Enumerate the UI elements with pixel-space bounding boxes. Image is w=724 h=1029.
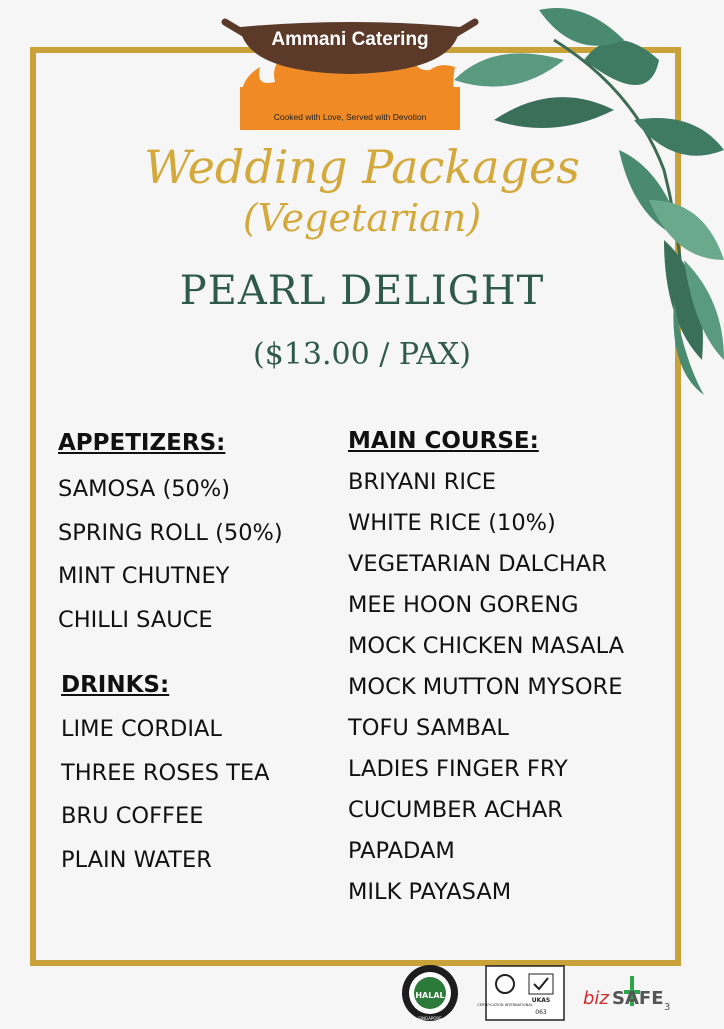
- package-name: PEARL DELIGHT: [179, 268, 545, 314]
- logo-name: Ammani Catering: [271, 29, 429, 50]
- menu-item: BRIYANI RICE: [348, 469, 496, 495]
- menu-item: BRU COFFEE: [61, 803, 204, 830]
- appetizers-section: [58, 430, 283, 650]
- page-subtitle: (Vegetarian): [242, 196, 482, 240]
- menu-item: CUCUMBER ACHAR: [348, 797, 563, 823]
- appetizers-heading: APPETIZERS:: [58, 430, 226, 456]
- bizsafe-level: 3: [664, 1002, 671, 1013]
- bizsafe-prefix: biz: [583, 988, 609, 1009]
- halal-seal-text: HALAL: [415, 991, 445, 1000]
- menu-item: MINT CHUTNEY: [58, 563, 230, 589]
- logo-tagline: Cooked with Love, Served with Devotion: [273, 112, 427, 122]
- menu-item: LADIES FINGER FRY: [348, 756, 568, 782]
- halal-seal-subtext: SINGAPORE: [418, 1016, 442, 1021]
- menu-item: CHILLI SAUCE: [58, 606, 213, 633]
- certification-badges: [400, 962, 700, 1024]
- menu-item: MOCK MUTTON MYSORE: [348, 674, 623, 700]
- menu-item: PLAIN WATER: [61, 847, 212, 874]
- ukas-text: UKAS: [531, 997, 551, 1004]
- drinks-section: [61, 672, 270, 891]
- brand-logo: [215, 12, 485, 137]
- bizsafe-main: SAFE: [612, 988, 664, 1009]
- menu-item: VEGETARIAN DALCHAR: [348, 551, 607, 577]
- main-course-section: [348, 428, 624, 920]
- bizsafe-logo-icon: [583, 976, 670, 1013]
- menu-item: SAMOSA (50%): [58, 476, 231, 502]
- ukas-code: 063: [535, 1009, 547, 1016]
- menu-item: LIME CORDIAL: [61, 716, 222, 742]
- menu-item: WHITE RICE (10%): [348, 510, 556, 536]
- menu-item: PAPADAM: [348, 838, 455, 864]
- cert-text: CERTIFICATION INTERNATIONAL: [477, 1003, 533, 1007]
- menu-item: THREE ROSES TEA: [61, 759, 270, 786]
- halal-seal-icon: [402, 965, 458, 1021]
- package-price: ($13.00 / PAX): [252, 337, 471, 372]
- menu-item: TOFU SAMBAL: [348, 715, 509, 741]
- certification-badge-icon: [477, 966, 564, 1020]
- menu-item: MILK PAYASAM: [348, 879, 512, 905]
- menu-item: SPRING ROLL (50%): [58, 519, 283, 546]
- page-title: Wedding Packages: [144, 140, 580, 194]
- main-course-heading: MAIN COURSE:: [348, 428, 539, 454]
- menu-item: MEE HOON GORENG: [348, 592, 579, 618]
- menu-item: MOCK CHICKEN MASALA: [348, 633, 625, 659]
- drinks-heading: DRINKS:: [61, 672, 170, 698]
